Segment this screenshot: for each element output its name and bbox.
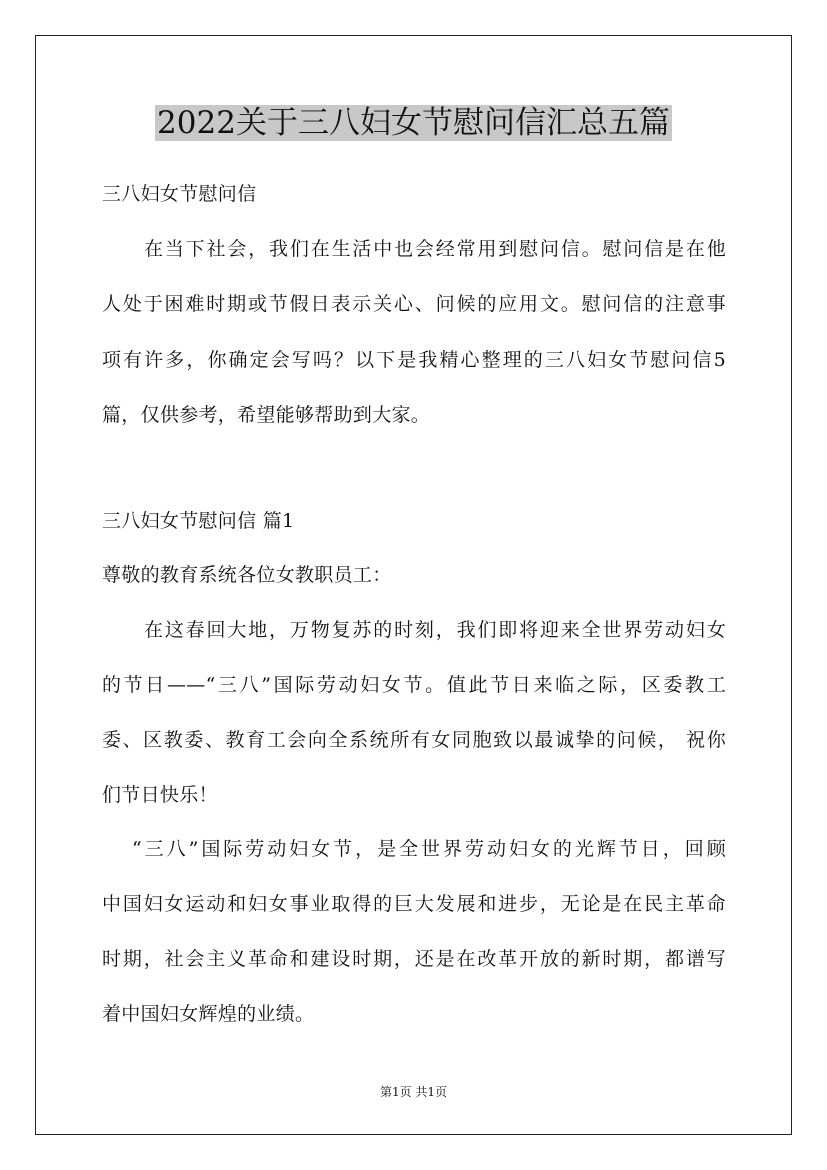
intro-heading: 三八妇女节慰问信: [102, 183, 257, 205]
intro-line: 项有许多，你确定会写吗？以下是我精心整理的三八妇女节慰问信5: [102, 349, 726, 371]
intro-line: 人处于困难时期或节假日表示关心、问候的应用文。慰问信的注意事: [102, 293, 726, 315]
paragraph-line: 着中国妇女辉煌的业绩。: [102, 1003, 315, 1025]
document-title: 2022关于三八妇女节慰问信汇总五篇: [157, 105, 670, 141]
paragraph-line: 中国妇女运动和妇女事业取得的巨大发展和进步，无论是在民主革命: [102, 893, 726, 915]
page-number: 第1页 共1页: [379, 1085, 448, 1099]
intro-line: 在当下社会，我们在生活中也会经常用到慰问信。慰问信是在他: [144, 238, 726, 260]
intro-line: 篇，仅供参考，希望能够帮助到大家。: [102, 404, 431, 426]
salutation: 尊敬的教育系统各位女教职员工：: [102, 564, 392, 586]
paragraph-line: “三八”国际劳动妇女节，是全世界劳动妇女的光辉节日，回顾: [132, 838, 726, 860]
paragraph-line: 委、区教委、教育工会向全系统所有女同胞致以最诚挚的问候， 祝你: [102, 729, 726, 751]
paragraph-line: 们节日快乐！: [102, 784, 218, 806]
paragraph-line: 时期，社会主义革命和建设时期，还是在改革开放的新时期，都谱写: [102, 948, 726, 970]
section-heading: 三八妇女节慰问信 篇1: [102, 510, 295, 532]
paragraph-line: 在这春回大地，万物复苏的时刻，我们即将迎来全世界劳动妇女: [144, 619, 726, 641]
paragraph-line: 的节日——“三八”国际劳动妇女节。值此节日来临之际，区委教工: [102, 674, 726, 696]
